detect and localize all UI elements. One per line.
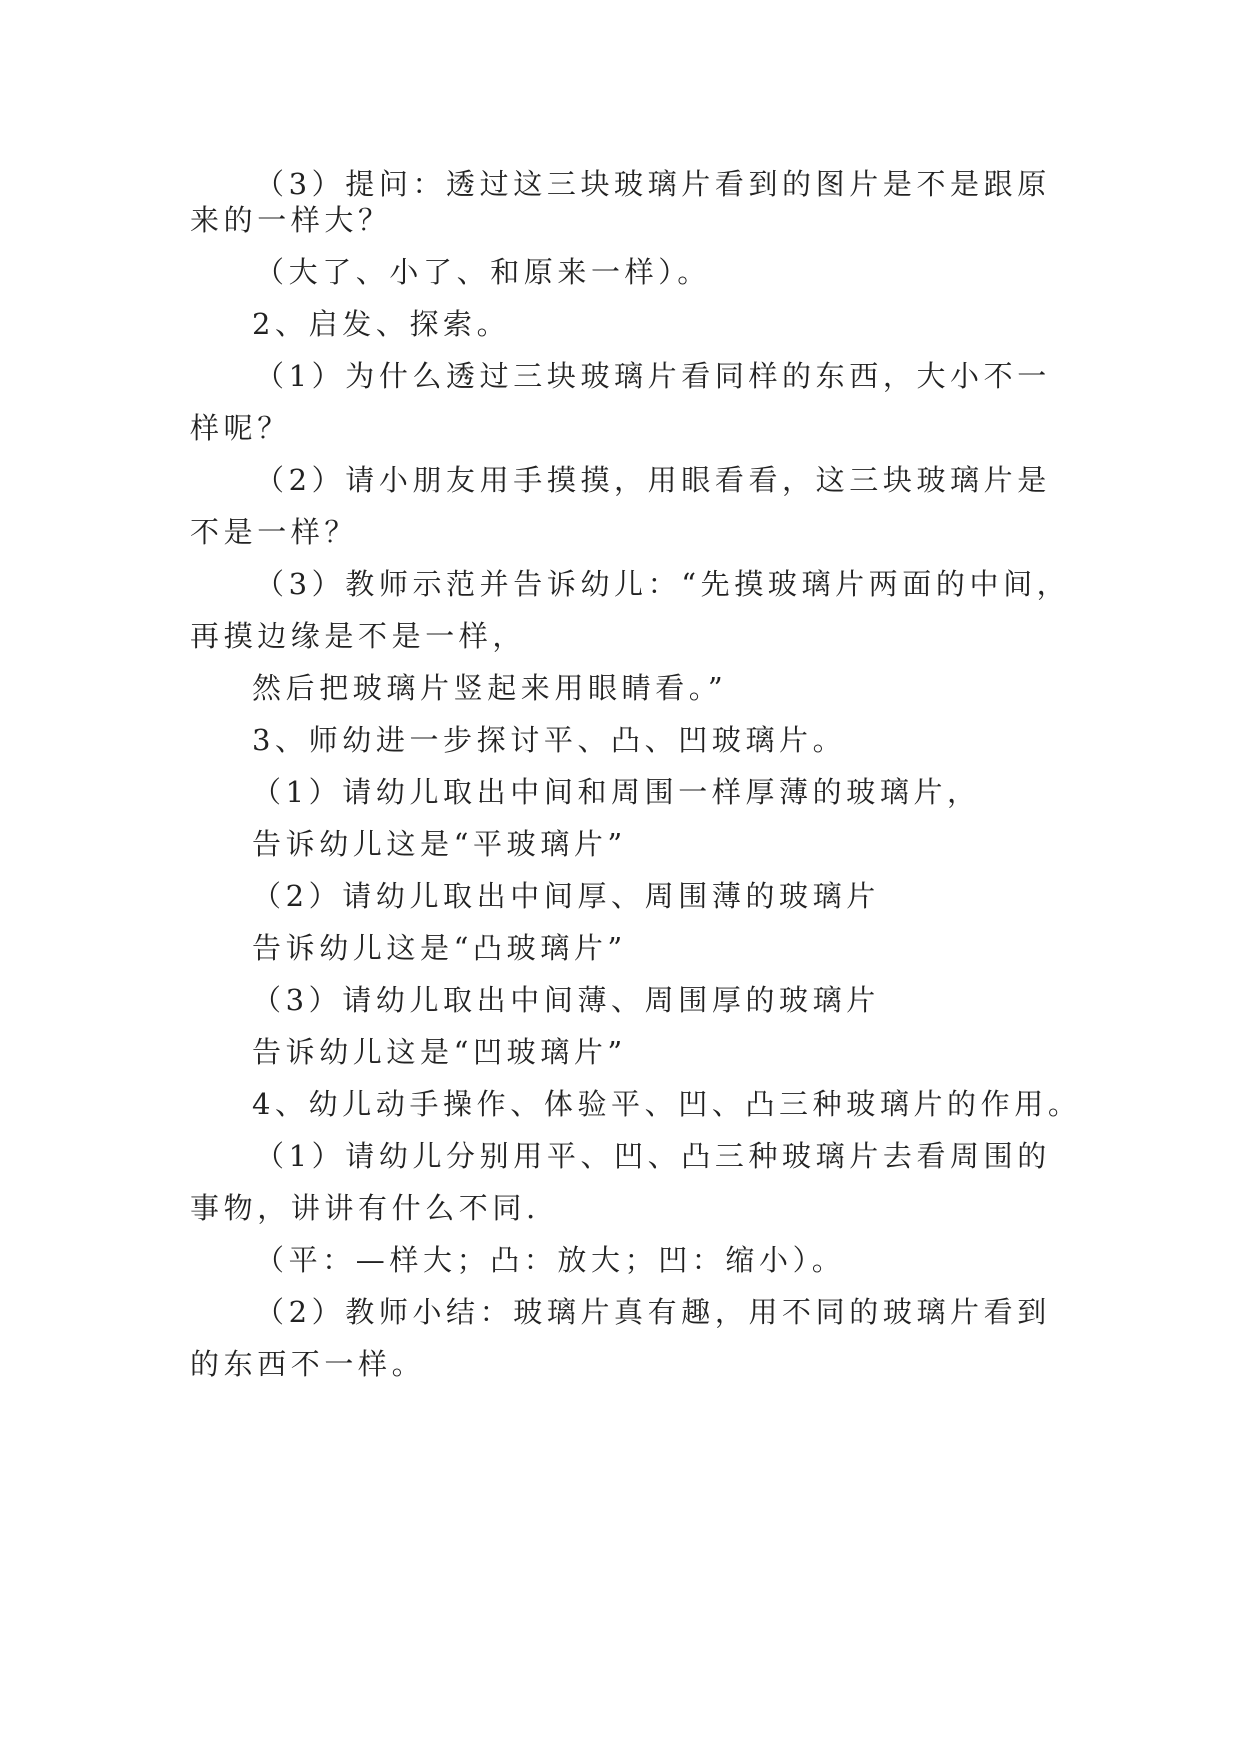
- paragraph-line: （1）为什么透过三块玻璃片看同样的东西，大小不一: [255, 359, 1051, 393]
- paragraph-line: （2）教师小结：玻璃片真有趣，用不同的玻璃片看到: [255, 1295, 1051, 1329]
- paragraph-line: 的东西不一样。: [190, 1347, 426, 1381]
- paragraph-line: 事物，讲讲有什么不同.: [190, 1191, 540, 1225]
- paragraph-line: （2）请幼儿取出中间厚、周围薄的玻璃片: [252, 879, 880, 913]
- paragraph-line: 告诉幼儿这是“凹玻璃片”: [252, 1035, 627, 1069]
- section-heading: 2、启发、探索。: [252, 307, 511, 341]
- section-heading: 3、师幼进一步探讨平、凸、凹玻璃片。: [252, 723, 847, 757]
- paragraph-line: （2）请小朋友用手摸摸，用眼看看，这三块玻璃片是: [255, 463, 1051, 497]
- paragraph-line: 告诉幼儿这是“凸玻璃片”: [252, 931, 627, 965]
- paragraph-line: （平：—样大；凸：放大；凹：缩小）。: [255, 1243, 846, 1277]
- paragraph-line: 不是一样？: [190, 515, 359, 549]
- paragraph-line: 告诉幼儿这是“平玻璃片”: [252, 827, 627, 861]
- paragraph-line: （3）请幼儿取出中间薄、周围厚的玻璃片: [252, 983, 880, 1017]
- paragraph-line: （3）提问：透过这三块玻璃片看到的图片是不是跟原: [255, 167, 1051, 201]
- paragraph-line: （3）教师示范并告诉幼儿：“先摸玻璃片两面的中间，: [255, 567, 1071, 601]
- paragraph-line: 来的一样大？: [190, 203, 392, 237]
- paragraph-line: （1）请幼儿分别用平、凹、凸三种玻璃片去看周围的: [255, 1139, 1051, 1173]
- paragraph-line: 再摸边缘是不是一样，: [190, 619, 527, 653]
- section-heading: 4、幼儿动手操作、体验平、凹、凸三种玻璃片的作用。: [252, 1087, 1082, 1121]
- paragraph-line: 样呢？: [190, 411, 291, 445]
- paragraph-line: 然后把玻璃片竖起来用眼睛看。”: [252, 671, 728, 705]
- paragraph-line: （1）请幼儿取出中间和周围一样厚薄的玻璃片，: [252, 775, 981, 809]
- paragraph-line: （大了、小了、和原来一样）。: [255, 255, 711, 289]
